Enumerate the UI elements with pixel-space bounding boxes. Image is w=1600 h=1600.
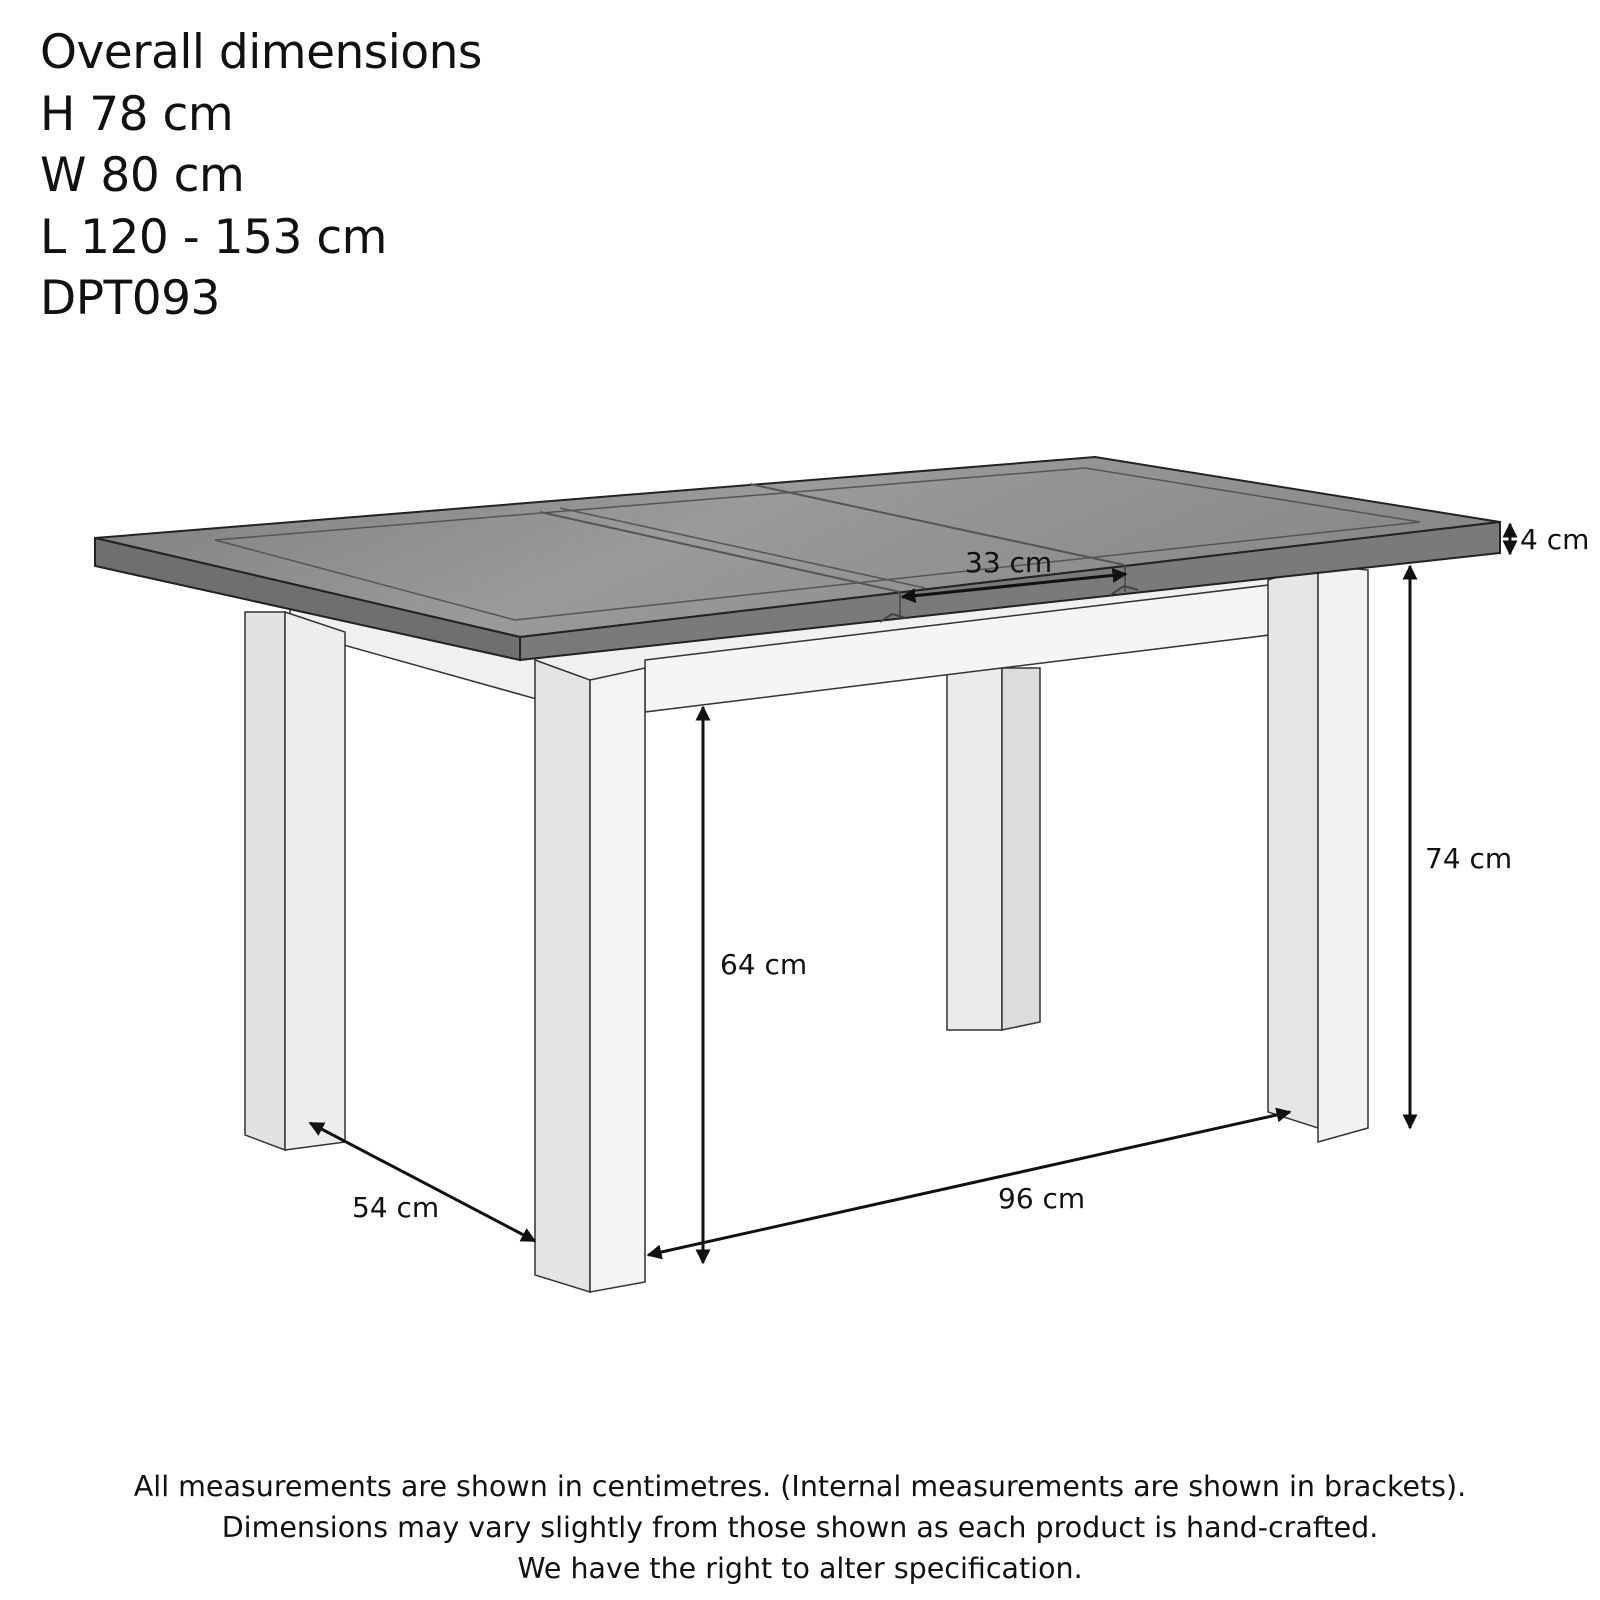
product-code: DPT093 (40, 271, 220, 326)
back-leg (947, 668, 1040, 1030)
label-length-span: 96 cm (998, 1182, 1086, 1215)
disclaimer (0, 1466, 1600, 1589)
disclaimer-line-2: Dimensions may vary slightly from those shown as each product is hand-crafted. (221, 1511, 1379, 1544)
front-leg (535, 660, 645, 1292)
right-leg (1268, 565, 1368, 1142)
label-under-frame-height: 64 cm (720, 948, 808, 981)
disclaimer-line-1: All measurements are shown in centimetres. (Internal measurements are shown in brackets). (133, 1470, 1467, 1503)
disclaimer-line-3: We have the right to alter specification. (517, 1552, 1083, 1585)
label-top-thickness: 4 cm (1520, 523, 1590, 556)
spec-height: H 78 cm (40, 86, 234, 142)
left-back-leg (245, 612, 345, 1150)
label-depth-span: 54 cm (352, 1191, 440, 1224)
label-overall-height: 74 cm (1425, 842, 1513, 875)
spec-width: W 80 cm (40, 148, 245, 203)
label-extension: 33 cm (965, 546, 1053, 579)
specs-title: Overall dimensions (40, 25, 482, 80)
dim-line-length-span (648, 1112, 1290, 1255)
spec-length: L 120 - 153 cm (40, 209, 387, 265)
